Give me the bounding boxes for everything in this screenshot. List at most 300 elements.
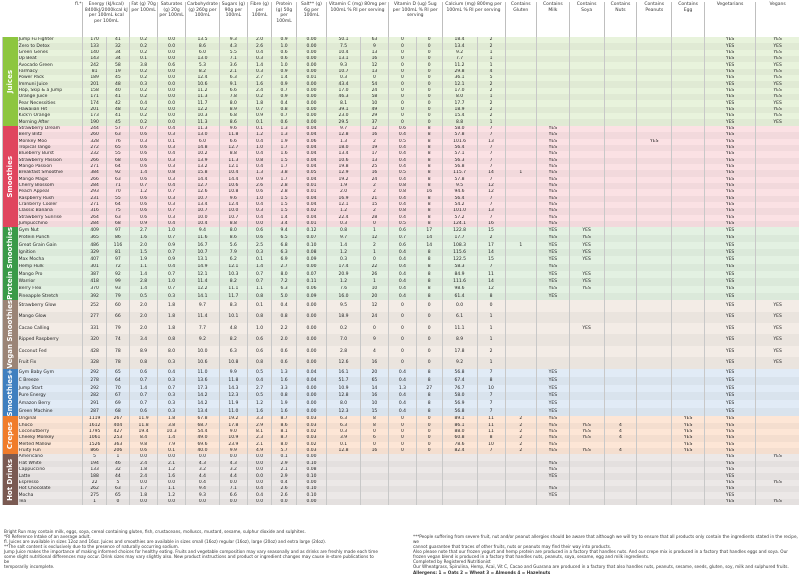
table-cell: [637, 448, 672, 454]
table-cell: 0.9: [272, 94, 296, 100]
table-cell: 0: [416, 56, 442, 62]
table-cell: 0.8: [388, 189, 416, 195]
table-cell: 10.4: [327, 50, 361, 56]
table-cell: 0.4: [158, 151, 186, 157]
table-cell: 1.4: [158, 435, 186, 441]
table-cell: 76.7: [442, 385, 477, 393]
header-peanuts: Contains Peanuts: [637, 2, 672, 37]
table-cell: 3.2: [186, 467, 220, 473]
table-cell: 11.3: [219, 158, 247, 164]
table-cell: 15.8: [186, 170, 220, 176]
table-cell: 0: [388, 56, 416, 62]
table-cell: 10.0: [186, 346, 220, 357]
table-cell: 1: [477, 50, 505, 56]
table-cell: 1: [477, 119, 505, 125]
table-cell: [505, 81, 536, 87]
table-cell: 0.6: [388, 126, 416, 132]
table-cell: YES: [756, 334, 799, 345]
table-cell: 0.00: [296, 400, 326, 408]
product-name: Power Pack: [18, 75, 83, 81]
table-cell: 0: [360, 323, 388, 334]
table-cell: 0.0: [130, 480, 158, 486]
table-cell: 0.4: [247, 164, 271, 170]
table-cell: [672, 256, 705, 263]
table-cell: 0.0: [158, 454, 186, 460]
table-cell: [672, 242, 705, 249]
table-cell: YES: [704, 278, 755, 285]
product-name: Breakfast Smoothie: [18, 170, 83, 176]
table-cell: 0.8: [272, 312, 296, 323]
table-cell: YES: [672, 442, 705, 448]
table-cell: 2.0: [130, 312, 158, 323]
table-cell: [505, 145, 536, 151]
table-cell: [756, 208, 799, 214]
table-cell: [672, 221, 705, 227]
table-cell: [505, 183, 536, 189]
table-cell: 0.3: [327, 256, 361, 263]
table-cell: 201: [83, 107, 106, 113]
table-cell: 0.1: [327, 442, 361, 448]
product-name: Ignition: [18, 249, 83, 256]
table-cell: 0.0: [158, 94, 186, 100]
table-cell: 0.4: [186, 480, 220, 486]
table-cell: 101.0: [442, 208, 477, 214]
table-cell: 0.10: [296, 486, 326, 492]
table-cell: 58.0: [442, 126, 477, 132]
table-cell: 12.6: [186, 189, 220, 195]
table-cell: YES: [569, 271, 604, 278]
table-cell: 0.01: [296, 189, 326, 195]
table-cell: [388, 486, 416, 492]
table-cell: 0: [416, 107, 442, 113]
table-cell: 34: [106, 56, 129, 62]
table-cell: 0.9: [247, 177, 271, 183]
table-cell: YES: [672, 416, 705, 422]
table-cell: [505, 357, 536, 368]
table-cell: 12: [360, 300, 388, 311]
table-cell: 29.8: [442, 69, 477, 75]
table-cell: 55: [106, 151, 129, 157]
table-cell: [604, 323, 637, 334]
table-cell: 0: [416, 113, 442, 119]
table-cell: 2.3: [247, 435, 271, 441]
table-cell: 3.9: [327, 435, 361, 441]
table-row: [3, 293, 800, 300]
table-cell: 17.8: [442, 346, 477, 357]
table-cell: 20: [360, 293, 388, 300]
table-cell: 13.0: [186, 132, 220, 138]
table-cell: 24: [360, 88, 388, 94]
table-cell: YES: [569, 323, 604, 334]
table-row: [3, 264, 800, 271]
table-cell: 8: [416, 278, 442, 285]
table-cell: 158: [83, 88, 106, 94]
table-cell: 133: [83, 43, 106, 49]
table-cell: 63: [106, 215, 129, 221]
table-cell: 0: [388, 429, 416, 435]
table-cell: [505, 461, 536, 467]
product-name: Mango Passion: [18, 164, 83, 170]
table-cell: 50.1: [327, 37, 361, 43]
table-cell: 0.04: [296, 377, 326, 385]
table-cell: 92: [106, 271, 129, 278]
table-cell: 0.2: [130, 113, 158, 119]
product-name: Hot Chocolate: [18, 486, 83, 492]
header-egg: Contains Egg: [672, 2, 705, 37]
table-cell: 0.04: [296, 151, 326, 157]
table-cell: 1: [477, 94, 505, 100]
table-cell: 0.1: [130, 56, 158, 62]
table-cell: 2.1: [158, 461, 186, 467]
table-cell: [672, 170, 705, 176]
table-cell: 0.00: [296, 480, 326, 486]
table-cell: [756, 271, 799, 278]
table-cell: 1.8: [130, 467, 158, 473]
table-cell: [637, 256, 672, 263]
table-cell: 10.7: [186, 196, 220, 202]
table-cell: 0.6: [130, 202, 158, 208]
table-cell: 17: [477, 242, 505, 249]
table-cell: 16.1: [327, 369, 361, 377]
table-cell: 4.8: [219, 323, 247, 334]
table-cell: 8: [416, 293, 442, 300]
table-cell: [604, 334, 637, 345]
product-name: Original: [18, 416, 83, 422]
table-cell: 16.0: [327, 293, 361, 300]
table-cell: 2: [505, 448, 536, 454]
table-cell: 0.0: [158, 43, 186, 49]
table-cell: 9.7: [186, 300, 220, 311]
table-cell: 72: [106, 264, 129, 271]
table-cell: [756, 183, 799, 189]
table-cell: YES: [756, 119, 799, 125]
table-cell: [327, 499, 361, 505]
table-row: [3, 183, 800, 189]
table-cell: 0.7: [272, 88, 296, 94]
table-cell: 0.6: [247, 334, 271, 345]
table-cell: 0.0: [158, 56, 186, 62]
table-cell: 8.2: [219, 334, 247, 345]
table-cell: 25: [360, 164, 388, 170]
table-cell: 1.7: [272, 164, 296, 170]
product-name: Tropical Tango: [18, 145, 83, 151]
table-cell: 0.10: [296, 461, 326, 467]
table-cell: 0.6: [388, 227, 416, 234]
table-cell: 8: [416, 271, 442, 278]
table-cell: 0.3: [158, 158, 186, 164]
table-cell: [637, 94, 672, 100]
table-cell: 0.04: [296, 196, 326, 202]
table-cell: 8: [416, 408, 442, 416]
table-row: [3, 256, 800, 263]
table-cell: 13.4: [442, 43, 477, 49]
table-cell: 0: [388, 75, 416, 81]
table-cell: [537, 346, 570, 357]
table-cell: 0.00: [296, 264, 326, 271]
table-cell: YES: [704, 249, 755, 256]
table-cell: 0.0: [158, 480, 186, 486]
table-cell: 0: [388, 300, 416, 311]
table-cell: 0.3: [158, 132, 186, 138]
table-cell: 0.4: [388, 408, 416, 416]
product-name: Tea: [18, 499, 83, 505]
table-cell: 64: [106, 202, 129, 208]
table-cell: YES: [537, 423, 570, 429]
table-cell: 0.0: [247, 454, 271, 460]
table-cell: 7: [477, 126, 505, 132]
table-cell: 63: [106, 177, 129, 183]
table-cell: 8: [416, 377, 442, 385]
product-name: Cherry Blossom: [18, 183, 83, 189]
table-cell: [604, 461, 637, 467]
table-cell: YES: [537, 151, 570, 157]
table-cell: 0.8: [247, 357, 271, 368]
table-cell: 1.4: [272, 75, 296, 81]
table-cell: [360, 461, 388, 467]
table-cell: 0.1: [247, 126, 271, 132]
table-cell: 8: [416, 132, 442, 138]
table-cell: YES: [537, 139, 570, 145]
table-cell: YES: [637, 139, 672, 145]
product-name: Jump Start: [18, 385, 83, 393]
product-name: Berry Blitz: [18, 132, 83, 138]
table-cell: 8: [416, 145, 442, 151]
table-cell: YES: [704, 293, 755, 300]
table-row: [3, 145, 800, 151]
table-cell: 252: [83, 300, 106, 311]
table-cell: 0: [416, 81, 442, 87]
table-cell: 370: [83, 286, 106, 293]
table-cell: 0.0: [158, 37, 186, 43]
table-cell: [637, 300, 672, 311]
table-cell: 12.6: [327, 357, 361, 368]
table-cell: 61.4: [442, 293, 477, 300]
table-cell: 0.04: [296, 145, 326, 151]
table-cell: 14: [416, 242, 442, 249]
table-cell: [505, 235, 536, 242]
product-name: Green Machine: [18, 408, 83, 416]
table-cell: 0: [388, 88, 416, 94]
table-cell: 0: [388, 416, 416, 422]
table-cell: YES: [569, 429, 604, 435]
table-row: [3, 107, 800, 113]
table-cell: 1.6: [272, 377, 296, 385]
table-cell: 0.10: [296, 473, 326, 479]
table-cell: [505, 107, 536, 113]
table-cell: YES: [537, 377, 570, 385]
table-cell: 2.8: [272, 189, 296, 195]
table-cell: YES: [756, 107, 799, 113]
table-cell: [569, 312, 604, 323]
table-cell: YES: [704, 429, 755, 435]
table-cell: [604, 256, 637, 263]
table-cell: 0.10: [296, 492, 326, 498]
table-cell: 32: [106, 467, 129, 473]
table-cell: [604, 43, 637, 49]
table-cell: 0.3: [158, 377, 186, 385]
table-cell: 0.0: [247, 467, 271, 473]
table-cell: 8: [416, 126, 442, 132]
table-cell: [537, 334, 570, 345]
table-cell: 2: [360, 242, 388, 249]
product-name: Strawberry Sunrise: [18, 215, 83, 221]
table-cell: 1: [477, 357, 505, 368]
table-cell: YES: [756, 312, 799, 323]
table-cell: YES: [704, 107, 755, 113]
table-cell: 42: [106, 100, 129, 106]
table-cell: [604, 132, 637, 138]
table-cell: 11.3: [186, 119, 220, 125]
table-cell: YES: [704, 100, 755, 106]
table-cell: 8: [416, 196, 442, 202]
table-cell: 0: [416, 119, 442, 125]
table-cell: 329: [83, 249, 106, 256]
table-cell: 13.4: [327, 151, 361, 157]
table-cell: 11.8: [219, 377, 247, 385]
table-cell: 0: [388, 334, 416, 345]
table-cell: 1: [360, 227, 388, 234]
table-cell: [569, 145, 604, 151]
table-cell: 8: [416, 177, 442, 183]
table-cell: 171: [83, 94, 106, 100]
table-cell: [637, 170, 672, 176]
table-cell: 58: [360, 94, 388, 100]
table-cell: 14: [477, 278, 505, 285]
header-vegetarians: Vegetarians: [704, 2, 755, 37]
table-cell: 0: [388, 100, 416, 106]
table-cell: 11.3: [186, 126, 220, 132]
table-cell: 0.3: [327, 75, 361, 81]
table-cell: [604, 286, 637, 293]
table-cell: 1.4: [272, 215, 296, 221]
table-cell: 8: [416, 392, 442, 400]
table-cell: 1.2: [327, 249, 361, 256]
table-cell: YES: [537, 416, 570, 422]
table-cell: YES: [537, 170, 570, 176]
table-cell: 1795: [83, 429, 106, 435]
product-name: Warrior: [18, 278, 83, 285]
table-cell: 2: [477, 43, 505, 49]
header-row: [3, 2, 800, 37]
product-name: Pineapple Stretch: [18, 293, 83, 300]
table-cell: 0.5: [388, 139, 416, 145]
table-cell: 407: [83, 256, 106, 263]
table-cell: 266: [83, 158, 106, 164]
product-name: Max Mocha: [18, 256, 83, 263]
table-cell: 14: [477, 249, 505, 256]
table-cell: 43.4: [327, 81, 361, 87]
table-cell: 0.3: [247, 69, 271, 75]
table-cell: [756, 256, 799, 263]
header-fibre: Fibre (g) per 100mL: [247, 2, 271, 37]
table-cell: 12: [477, 189, 505, 195]
table-cell: [672, 107, 705, 113]
table-cell: 14: [416, 235, 442, 242]
table-cell: 0.8: [272, 392, 296, 400]
table-cell: YES: [704, 50, 755, 56]
table-cell: [637, 286, 672, 293]
table-cell: 0: [416, 300, 442, 311]
product-name: Strawberry Passion: [18, 158, 83, 164]
table-cell: [604, 346, 637, 357]
table-cell: 1.4: [247, 62, 271, 68]
table-cell: 12.3: [327, 408, 361, 416]
table-cell: 0: [416, 423, 442, 429]
table-cell: 0.4: [388, 177, 416, 183]
table-cell: 140: [83, 50, 106, 56]
table-cell: 1.3: [272, 126, 296, 132]
table-cell: [505, 69, 536, 75]
table-cell: 7: [477, 408, 505, 416]
table-cell: 4: [604, 429, 637, 435]
table-cell: 9: [360, 43, 388, 49]
table-cell: YES: [704, 113, 755, 119]
table-cell: [756, 461, 799, 467]
table-cell: 2.1: [247, 442, 271, 448]
table-cell: 0.02: [296, 208, 326, 214]
table-cell: YES: [756, 94, 799, 100]
product-name: Gym Nut: [18, 227, 83, 234]
table-cell: [672, 81, 705, 87]
table-cell: [756, 242, 799, 249]
table-cell: 67.8: [186, 416, 220, 422]
product-name: Avocado Green: [18, 62, 83, 68]
table-cell: 0.6: [247, 235, 271, 242]
table-cell: 0.6: [247, 227, 271, 234]
table-cell: 1.3: [388, 385, 416, 393]
table-cell: YES: [537, 208, 570, 214]
table-cell: 122.8: [442, 227, 477, 234]
table-cell: 206: [106, 448, 129, 454]
table-cell: 2: [360, 208, 388, 214]
header-vitamin-d: Vitamin D (ug) 5ug per 100mL % RI per serving: [388, 2, 442, 37]
table-cell: 1.6: [272, 408, 296, 416]
table-cell: 0.00: [296, 50, 326, 56]
table-cell: 0: [388, 62, 416, 68]
table-cell: 6.6: [219, 492, 247, 498]
table-row: [3, 242, 800, 249]
table-cell: 8.6: [272, 423, 296, 429]
table-cell: 9.0: [219, 429, 247, 435]
table-cell: [672, 235, 705, 242]
table-cell: [756, 278, 799, 285]
table-cell: 2.6: [247, 43, 271, 49]
table-cell: 10.9: [327, 385, 361, 393]
table-cell: 0.04: [296, 215, 326, 221]
table-cell: 9.2: [442, 357, 477, 368]
table-cell: 2: [360, 189, 388, 195]
table-cell: 0.4: [388, 151, 416, 157]
table-cell: YES: [537, 429, 570, 435]
table-cell: YES: [704, 215, 755, 221]
table-cell: YES: [537, 202, 570, 208]
table-cell: 486: [83, 242, 106, 249]
table-cell: 51.7: [327, 377, 361, 385]
table-cell: 0.4: [388, 278, 416, 285]
product-name: Peach Appeal: [18, 189, 83, 195]
table-cell: YES: [704, 334, 755, 345]
table-cell: 170: [83, 37, 106, 43]
table-cell: [537, 323, 570, 334]
table-cell: 10.7: [186, 208, 220, 214]
table-cell: 8.0: [442, 94, 477, 100]
table-cell: [505, 300, 536, 311]
table-cell: 1: [477, 312, 505, 323]
table-cell: [604, 392, 637, 400]
table-cell: 9.8: [130, 442, 158, 448]
table-cell: 0.0: [272, 499, 296, 505]
table-cell: 6.3: [272, 249, 296, 256]
